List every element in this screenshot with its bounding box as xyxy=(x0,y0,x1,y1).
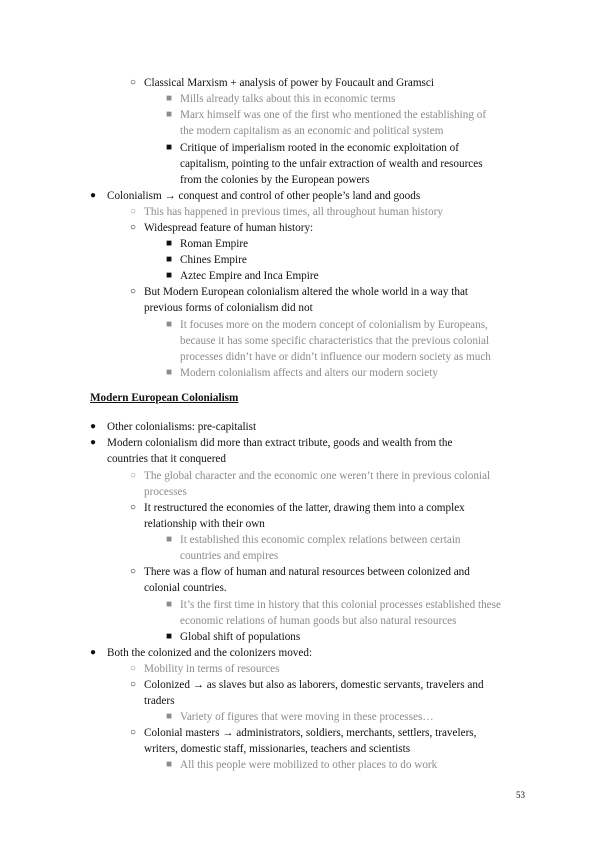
list-item-continuation: countries that it conquered xyxy=(107,453,226,465)
list-item: Chines Empire xyxy=(180,254,247,266)
list-item-continuation: countries and empires xyxy=(180,550,279,562)
list-item: There was a flow of human and natural resources between colonized and xyxy=(144,566,470,578)
list-item: Modern colonialism did more than extract tribute, goods and wealth from the xyxy=(107,437,453,449)
square-bullet-icon: ■ xyxy=(165,711,173,722)
circle-bullet-icon: ○ xyxy=(129,727,137,738)
list-item: Marx himself was one of the first who mentioned the establishing of xyxy=(180,109,487,121)
list-item-continuation: because it has some specific characteristics that the previous colonial xyxy=(180,335,490,347)
list-item-continuation: processes didn’t have or didn’t influence our modern society as much xyxy=(180,351,491,363)
list-item: It established this economic complex relations between certain xyxy=(180,534,461,546)
circle-bullet-icon: ○ xyxy=(129,502,137,513)
circle-bullet-icon: ○ xyxy=(129,470,137,481)
list-item: Global shift of populations xyxy=(180,631,301,643)
list-item: Classical Marxism + analysis of power by Foucault and Gramsci xyxy=(144,77,434,89)
list-item: It restructured the economies of the latter, drawing them into a complex xyxy=(144,502,465,514)
list-item: Mobility in terms of resources xyxy=(144,663,280,675)
disc-bullet-icon: ● xyxy=(89,437,97,448)
list-item-continuation: the modern capitalism as an economic and political system xyxy=(180,125,444,137)
circle-bullet-icon: ○ xyxy=(129,77,137,88)
list-item: Colonialism → conquest and control of other people’s land and goods xyxy=(107,190,421,202)
list-item: It’s the first time in history that this colonial processes established these xyxy=(180,599,501,611)
list-item: Colonial masters → administrators, soldiers, merchants, settlers, travelers, xyxy=(144,727,477,739)
list-item: Critique of imperialism rooted in the economic exploitation of xyxy=(180,142,459,154)
list-item: Colonized → as slaves but also as laborers, domestic servants, travelers and xyxy=(144,679,484,691)
disc-bullet-icon: ● xyxy=(89,190,97,201)
list-item-continuation: traders xyxy=(144,695,175,707)
square-bullet-icon: ■ xyxy=(165,270,173,281)
page-number: 53 xyxy=(516,790,525,800)
list-item: Other colonialisms: pre-capitalist xyxy=(107,421,257,433)
square-bullet-icon: ■ xyxy=(165,367,173,378)
square-bullet-icon: ■ xyxy=(165,254,173,265)
square-bullet-icon: ■ xyxy=(165,142,173,153)
list-item: But Modern European colonialism altered the whole world in a way that xyxy=(144,286,469,298)
square-bullet-icon: ■ xyxy=(165,759,173,770)
circle-bullet-icon: ○ xyxy=(129,679,137,690)
square-bullet-icon: ■ xyxy=(165,109,173,120)
disc-bullet-icon: ● xyxy=(89,647,97,658)
list-item-continuation: relationship with their own xyxy=(144,518,265,530)
section-heading: Modern European Colonialism xyxy=(90,392,239,404)
list-item: Modern colonialism affects and alters our modern society xyxy=(180,367,438,379)
list-item: Widespread feature of human history: xyxy=(144,222,314,234)
list-item: Variety of figures that were moving in these processes… xyxy=(180,711,434,723)
square-bullet-icon: ■ xyxy=(165,599,173,610)
list-item-continuation: processes xyxy=(144,486,187,498)
list-item: Aztec Empire and Inca Empire xyxy=(180,270,319,282)
square-bullet-icon: ■ xyxy=(165,631,173,642)
list-item: The global character and the economic one weren’t there in previous colonial xyxy=(144,470,491,482)
circle-bullet-icon: ○ xyxy=(129,663,137,674)
list-item-continuation: previous forms of colonialism did not xyxy=(144,302,313,314)
circle-bullet-icon: ○ xyxy=(129,222,137,233)
square-bullet-icon: ■ xyxy=(165,534,173,545)
list-item-continuation: economic relations of human goods but also natural resources xyxy=(180,615,457,627)
square-bullet-icon: ■ xyxy=(165,319,173,330)
circle-bullet-icon: ○ xyxy=(129,206,137,217)
list-item: All this people were mobilized to other places to do work xyxy=(180,759,438,771)
list-item-continuation: colonial countries. xyxy=(144,582,227,594)
list-item: Roman Empire xyxy=(180,238,249,250)
square-bullet-icon: ■ xyxy=(165,93,173,104)
list-item: Both the colonized and the colonizers moved: xyxy=(107,647,313,659)
list-item: This has happened in previous times, all throughout human history xyxy=(144,206,443,218)
list-item: Mills already talks about this in economic terms xyxy=(180,93,396,105)
circle-bullet-icon: ○ xyxy=(129,566,137,577)
square-bullet-icon: ■ xyxy=(165,238,173,249)
list-item-continuation: writers, domestic staff, missionaries, teachers and scientists xyxy=(144,743,411,755)
circle-bullet-icon: ○ xyxy=(129,286,137,297)
disc-bullet-icon: ● xyxy=(89,421,97,432)
list-item: It focuses more on the modern concept of colonialism by Europeans, xyxy=(180,319,488,331)
list-item-continuation: from the colonies by the European powers xyxy=(180,174,370,186)
list-item-continuation: capitalism, pointing to the unfair extraction of wealth and resources xyxy=(180,158,483,170)
